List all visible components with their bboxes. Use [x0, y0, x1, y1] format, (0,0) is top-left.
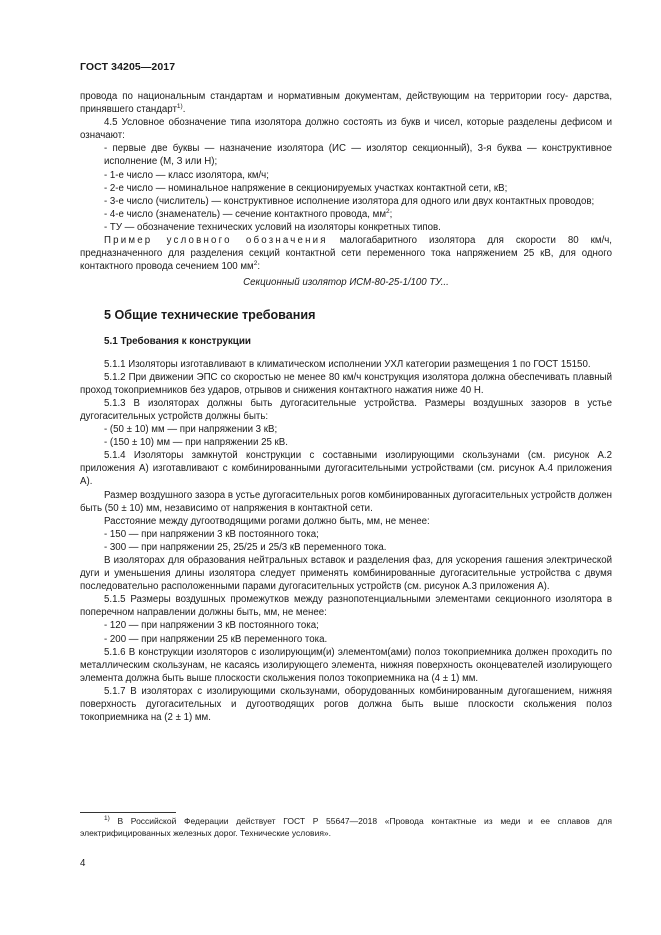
clause-5-1-5-item: - 120 — при напряжении 3 кВ постоянного тока;: [104, 620, 319, 632]
footnote-mark: 1): [104, 815, 110, 822]
footnote: [80, 816, 612, 839]
clause-4-5-item: [80, 208, 612, 221]
example-text: малогабаритного изолятора для скорости 80 км/ч, предназначенного для разделения секций контактной сети переменного тока напряжением 25 кВ, для одного контактного провода сечением 100 мм: [80, 235, 612, 273]
clause-4-5-item: - первые две буквы — назначение изолятора (ИС — изолятор секционный), 3-я буква — конструктивное исполнение (М, З или Н);: [104, 143, 612, 168]
clause-4-5-item: - ТУ — обозначение технических условий на изоляторы конкретных типов.: [104, 221, 441, 233]
footnote-ref: 1): [176, 103, 183, 111]
footnote-divider: [80, 812, 176, 813]
clause-5-1-4: 5.1.4 Изоляторы замкнутой конструкции с составными изолирующими скользунами (см. рисунок А.2 приложения А) изготавливают с комбинированными дугогасительными устройствами (см. рисунок А.4 приложения А).: [80, 450, 612, 488]
intro-text-end: .: [182, 104, 186, 116]
clause-4-5-item: - 2-е число — номинальное напряжение в секционируемых участках контактной сети, кВ;: [104, 182, 508, 194]
document-body: [80, 90, 612, 724]
footnote-text: В Российской Федерации действует ГОСТ Р 55647—2018 «Провода контактные из меди и ее сплавов для электрифицированных железных дорог. Технические условия».: [80, 816, 612, 838]
superscript: 2: [386, 207, 390, 215]
clause-5-1-4-neutral: В изоляторах для образования нейтральных вставок и разделения фаз, для ускорения гашения электрической дуги и уменьшения длины изолятора следует применять комбинированные дугогасительные устройства с двумя последовательно расположенными парами дугогасительных устройств (см. рисунок А.3 приложения А).: [80, 555, 612, 593]
clause-5-1-1: 5.1.1 Изоляторы изготавливают в климатическом исполнении УХЛ категории размещения 1 по ГОСТ 15150.: [104, 358, 591, 370]
superscript: 2: [253, 260, 258, 268]
clause-5-1-4-distance: Расстояние между дугоотводящими рогами должно быть, мм, не менее:: [104, 515, 430, 527]
clause-4-5: 4.5 Условное обозначение типа изолятора должно состоять из букв и чисел, которые разделены дефисом и означают:: [80, 117, 612, 142]
item-end: ;: [389, 208, 393, 220]
example-designation: Секционный изолятор ИСМ-80-25-1/100 ТУ...: [243, 277, 449, 289]
intro-text-line1: провода по национальным стандартам и нормативным документам, действующим на территории госу-: [80, 91, 569, 102]
clause-5-1-3: 5.1.3 В изоляторах должны быть дугогасительные устройства. Размеры воздушных зазоров в устье дугогасительных устройств должны быть:: [80, 397, 612, 422]
example-end: :: [257, 261, 261, 273]
example-label: Пример условного обозначения: [104, 235, 328, 247]
clause-5-1-6: 5.1.6 В конструкции изоляторов с изолирующим(и) элементом(ами) полоз токоприемника должен проходить по металлическим скользунам, не касаясь изолирующего элемента, нижняя поверхность оконцевателей изолирующего элемента должна быть выше плоскости скольжения полоз токоприемника на (4 ± 1) мм.: [80, 646, 612, 684]
section-5-heading: 5 Общие технические требования: [104, 308, 316, 323]
section-5-1-heading: 5.1 Требования к конструкции: [104, 335, 251, 347]
example-paragraph: [80, 234, 612, 273]
document-header: ГОСТ 34205—2017: [80, 61, 176, 73]
clause-5-1-5-item: - 200 — при напряжении 25 кВ переменного тока.: [104, 633, 328, 645]
page-number: 4: [80, 858, 86, 869]
clause-5-1-4-item: - 150 — при напряжении 3 кВ постоянного тока;: [104, 528, 319, 540]
clause-5-1-4-gap: Размер воздушного зазора в устье дугогасительных рогов комбинированных дугогасительных устройств должен быть (50 ± 10) мм, независимо от напряжения в контактной сети.: [80, 489, 612, 514]
clause-4-5-item: - 3-е число (числитель) — конструктивное исполнение изолятора для одного или двух контактных проводов;: [104, 195, 595, 207]
clause-5-1-2: 5.1.2 При движении ЭПС со скоростью не менее 80 км/ч конструкция изолятора должна обеспечивать плавный проход токоприемников без ударов, отрывов и снижения контактного нажатия ниже 40 Н.: [80, 371, 612, 396]
clause-4-5-item: - 1-е число — класс изолятора, км/ч;: [104, 169, 269, 181]
intro-paragraph: [80, 90, 612, 116]
clause-5-1-4-item: - 300 — при напряжении 25, 25/25 и 25/3 кВ переменного тока.: [104, 541, 387, 553]
clause-5-1-5: 5.1.5 Размеры воздушных промежутков между разнопотенциальными элементами секционного изолятора в поперечном направлении должны быть, мм, не менее:: [80, 594, 612, 619]
clause-5-1-3-item: - (150 ± 10) мм — при напряжении 25 кВ.: [104, 437, 288, 449]
clause-5-1-7: 5.1.7 В изоляторах с изолирующими скользунами, оборудованных комбинированным дугогашением, нижняя поверхность дугогасительных и дугоотводящих рогов должна быть выше плоскости скольжения полоз токоприемника на (2 ± 1) мм.: [80, 685, 612, 724]
clause-5-1-3-item: - (50 ± 10) мм — при напряжении 3 кВ;: [104, 424, 278, 436]
intro-text-line2: дарства, принявшего стандарт: [80, 91, 613, 116]
item-text: - 4-е число (знаменатель) — сечение контактного провода, мм: [104, 208, 387, 220]
